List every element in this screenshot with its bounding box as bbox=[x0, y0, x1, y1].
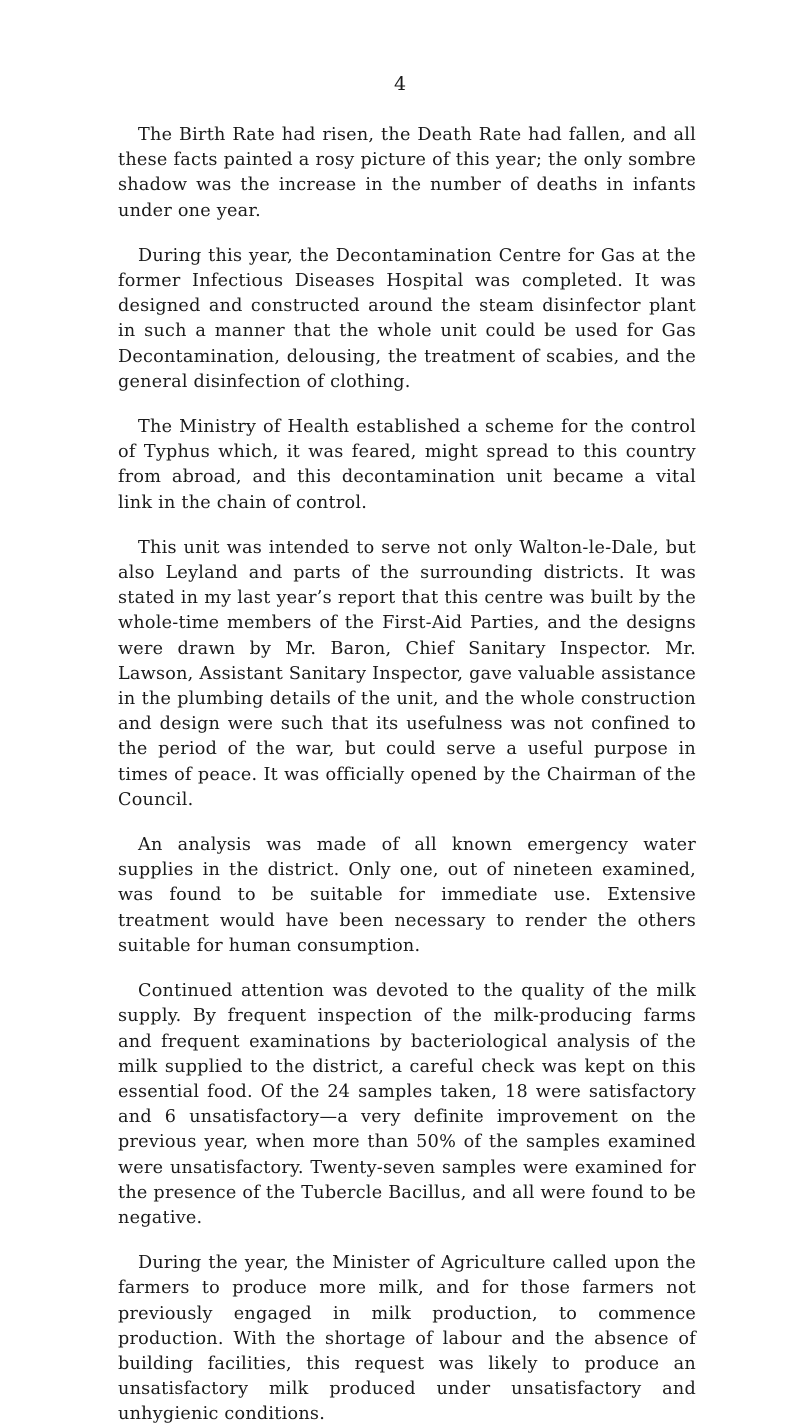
paragraph-water-supplies: An analysis was made of all known emergency water supplies in the district. Only one, out of nineteen examined, was found to be suitable for immediate use. Extensive treatment would have been necessary to render the others suitable for human consumption. bbox=[118, 835, 696, 956]
paragraph-unit-construction: This unit was intended to serve not only Walton-le-Dale, but also Leyland and parts of the surrounding districts. It was stated in my last year’s report that this centre was built by the whole-time members of the First-Aid Parties, and the designs were drawn by Mr. Baron, Chief Sanitary Inspector. Mr. Lawson, Assistant Sanitary Inspector, gave valuable assistance in the plumbing details of the unit, and the whole construction and design were such that its usefulness was not confined to the period of the war, but could serve a useful purpose in times of peace. It was officially opened by the Chairman of the Council. bbox=[118, 537, 696, 810]
paragraph-birth-rate: The Birth Rate had risen, the Death Rate had fallen, and all these facts painted a rosy picture of this year; the only sombre shadow was the increase in the number of deaths in infants under one year. bbox=[118, 125, 696, 221]
paragraph-milk-supply: Continued attention was devoted to the quality of the milk supply. By frequent inspection of the milk-producing farms and frequent examinations by bacteriological analysis of the milk supplied to the district, a careful check was kept on this essential food. Of the 24 samples taken, 18 were satisfactory and 6 unsatisfactory—a very definite improvement on the previous year, when more than 50% of the samples examined were unsatisfactory. Twenty-seven samples were examined for the presence of the Tubercle Bacillus, and all were found to be negative. bbox=[118, 981, 696, 1228]
paragraph-milk-production: During the year, the Minister of Agriculture called upon the farmers to produce more milk, and for those farmers not previously engaged in milk production, to commence production. With the shortage of labour and the absence of building facilities, this request was likely to produce an unsatisfactory milk produced under unsatisfactory and unhygienic conditions. bbox=[118, 1253, 696, 1425]
paragraph-decontamination-centre: During this year, the Decontamination Centre for Gas at the former Infectious Diseases Hospital was completed. It was designed and constructed around the steam disinfector plant in such a manner that the whole unit could be used for Gas Decontamination, delousing, the treatment of scabies, and the general disinfection of clothing. bbox=[118, 245, 696, 392]
body-text bbox=[118, 123, 696, 1428]
page-number: 4 bbox=[393, 73, 407, 95]
paragraph-typhus-scheme: The Ministry of Health established a scheme for the control of Typhus which, it was feared, might spread to this country from abroad, and this decontamination unit became a vital link in the chain of control. bbox=[118, 417, 696, 513]
